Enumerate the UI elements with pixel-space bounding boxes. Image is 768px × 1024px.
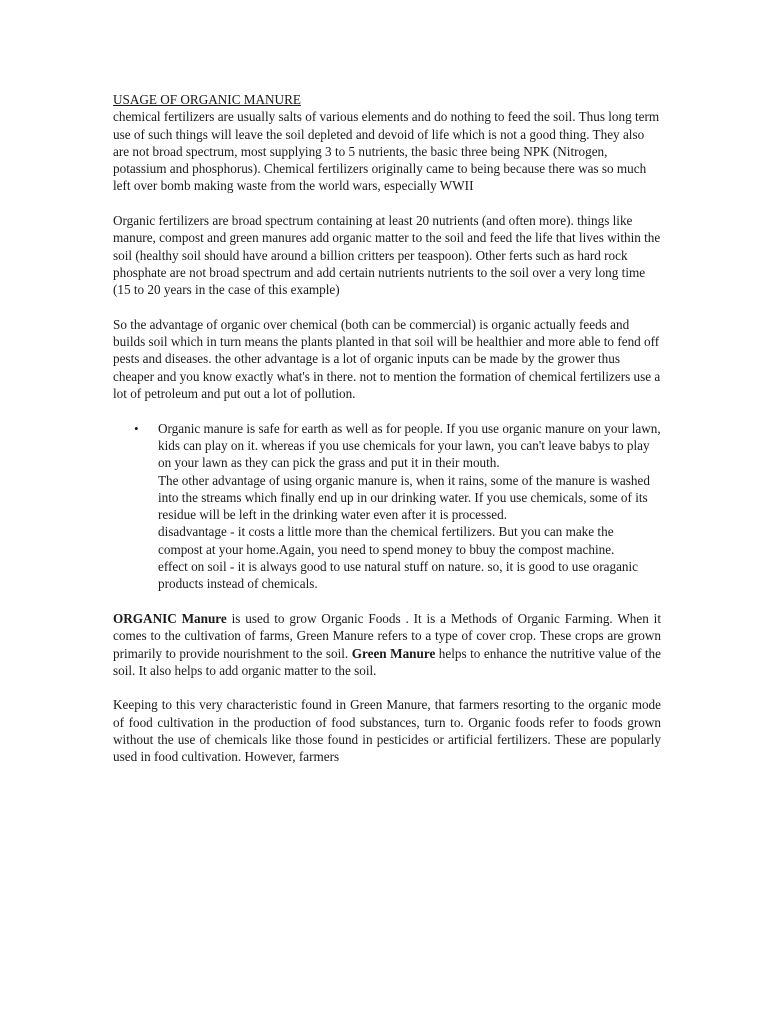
- bullet-text-rain: The other advantage of using organic manure is, when it rains, some of the manure is washed into the streams which finally end up in our drinking water. If you use chemicals, some of its residue will be left in the drinking water even after it is processed.: [158, 472, 650, 523]
- bullet-text-disadvantage: disadvantage - it costs a little more than the chemical fertilizers. But you can make the compost at your home.Again, you need to spend money to bbuy the compost machine.: [158, 524, 615, 557]
- bullet-list: [113, 420, 661, 593]
- list-item: [134, 420, 661, 593]
- paragraph-organic-manure-text-2: helps to enhance the nutritive value of the soil. It also helps to add organic matter to the soil.: [113, 645, 661, 678]
- paragraph-chemical-fertilizers: chemical fertilizers are usually salts of various elements and do nothing to feed the soil. Thus long term use of such things will leave the soil depleted and devoid of life which is not a good thing. They also are not broad spectrum, most supplying 3 to 5 nutrients, the basic three being NPK (Nitrogen, potassium and phosphorus). Chemical fertilizers originally came to being because there was so much left over bomb making waste from the world wars, especially WWII: [113, 109, 660, 194]
- document-title: USAGE OF ORGANIC MANURE: [113, 92, 301, 107]
- bullet-text-effect-on-soil: effect on soil - it is always good to use natural stuff on nature. so, it is good to use oraganic products instead of chemicals.: [158, 559, 639, 592]
- bullet-icon: •: [134, 420, 139, 436]
- bold-term-green-manure: Green Manure: [351, 645, 436, 661]
- paragraph-organic-fertilizers: Organic fertilizers are broad spectrum containing at least 20 nutrients (and often more). things like manure, compost and green manures add organic matter to the soil and feed the life that lives within the soil (healthy soil should have around a billion critters per teaspoon). Other ferts such as hard rock phosphate are not broad spectrum and add certain nutrients nutrients to the soil over a very long time (15 to 20 years in the case of this example): [113, 213, 661, 298]
- bold-term-organic-manure: ORGANIC Manure: [113, 610, 227, 626]
- paragraph-organic-manure-text-1: is used to grow Organic Foods . It is a Methods of Organic Farming. When it comes to the cultivation of farms, Green Manure refers to a type of cover crop. These crops are grown primarily to provide nourishment to the soil.: [113, 610, 661, 661]
- paragraph-advantage: So the advantage of organic over chemical (both can be commercial) is organic actually feeds and builds soil which in turn means the plants planted in that soil will be healthier and more able to fend off pests and diseases. the other advantage is a lot of organic inputs can be made by the grower thus cheaper and you know exactly what's in there. not to mention the formation of chemical fertilizers use a lot of petroleum and put out a lot of pollution.: [113, 316, 661, 402]
- paragraph-organic-manure: [113, 610, 661, 679]
- document-page: [113, 91, 661, 783]
- bullet-text-safety: Organic manure is safe for earth as well as for people. If you use organic manure on your lawn, kids can play on it. whereas if you use chemicals for your lawn, you can't leave babys to play on your lawn as they can pick the grass and put it in their mouth.: [158, 420, 661, 471]
- paragraph-green-manure-characteristic: Keeping to this very characteristic found in Green Manure, that farmers resorting to the organic mode of food cultivation in the production of food substances, turn to. Organic foods refer to foods grown without the use of chemicals like those found in pesticides or artificial fertilizers. These are popularly used in food cultivation. However, farmers: [113, 697, 661, 765]
